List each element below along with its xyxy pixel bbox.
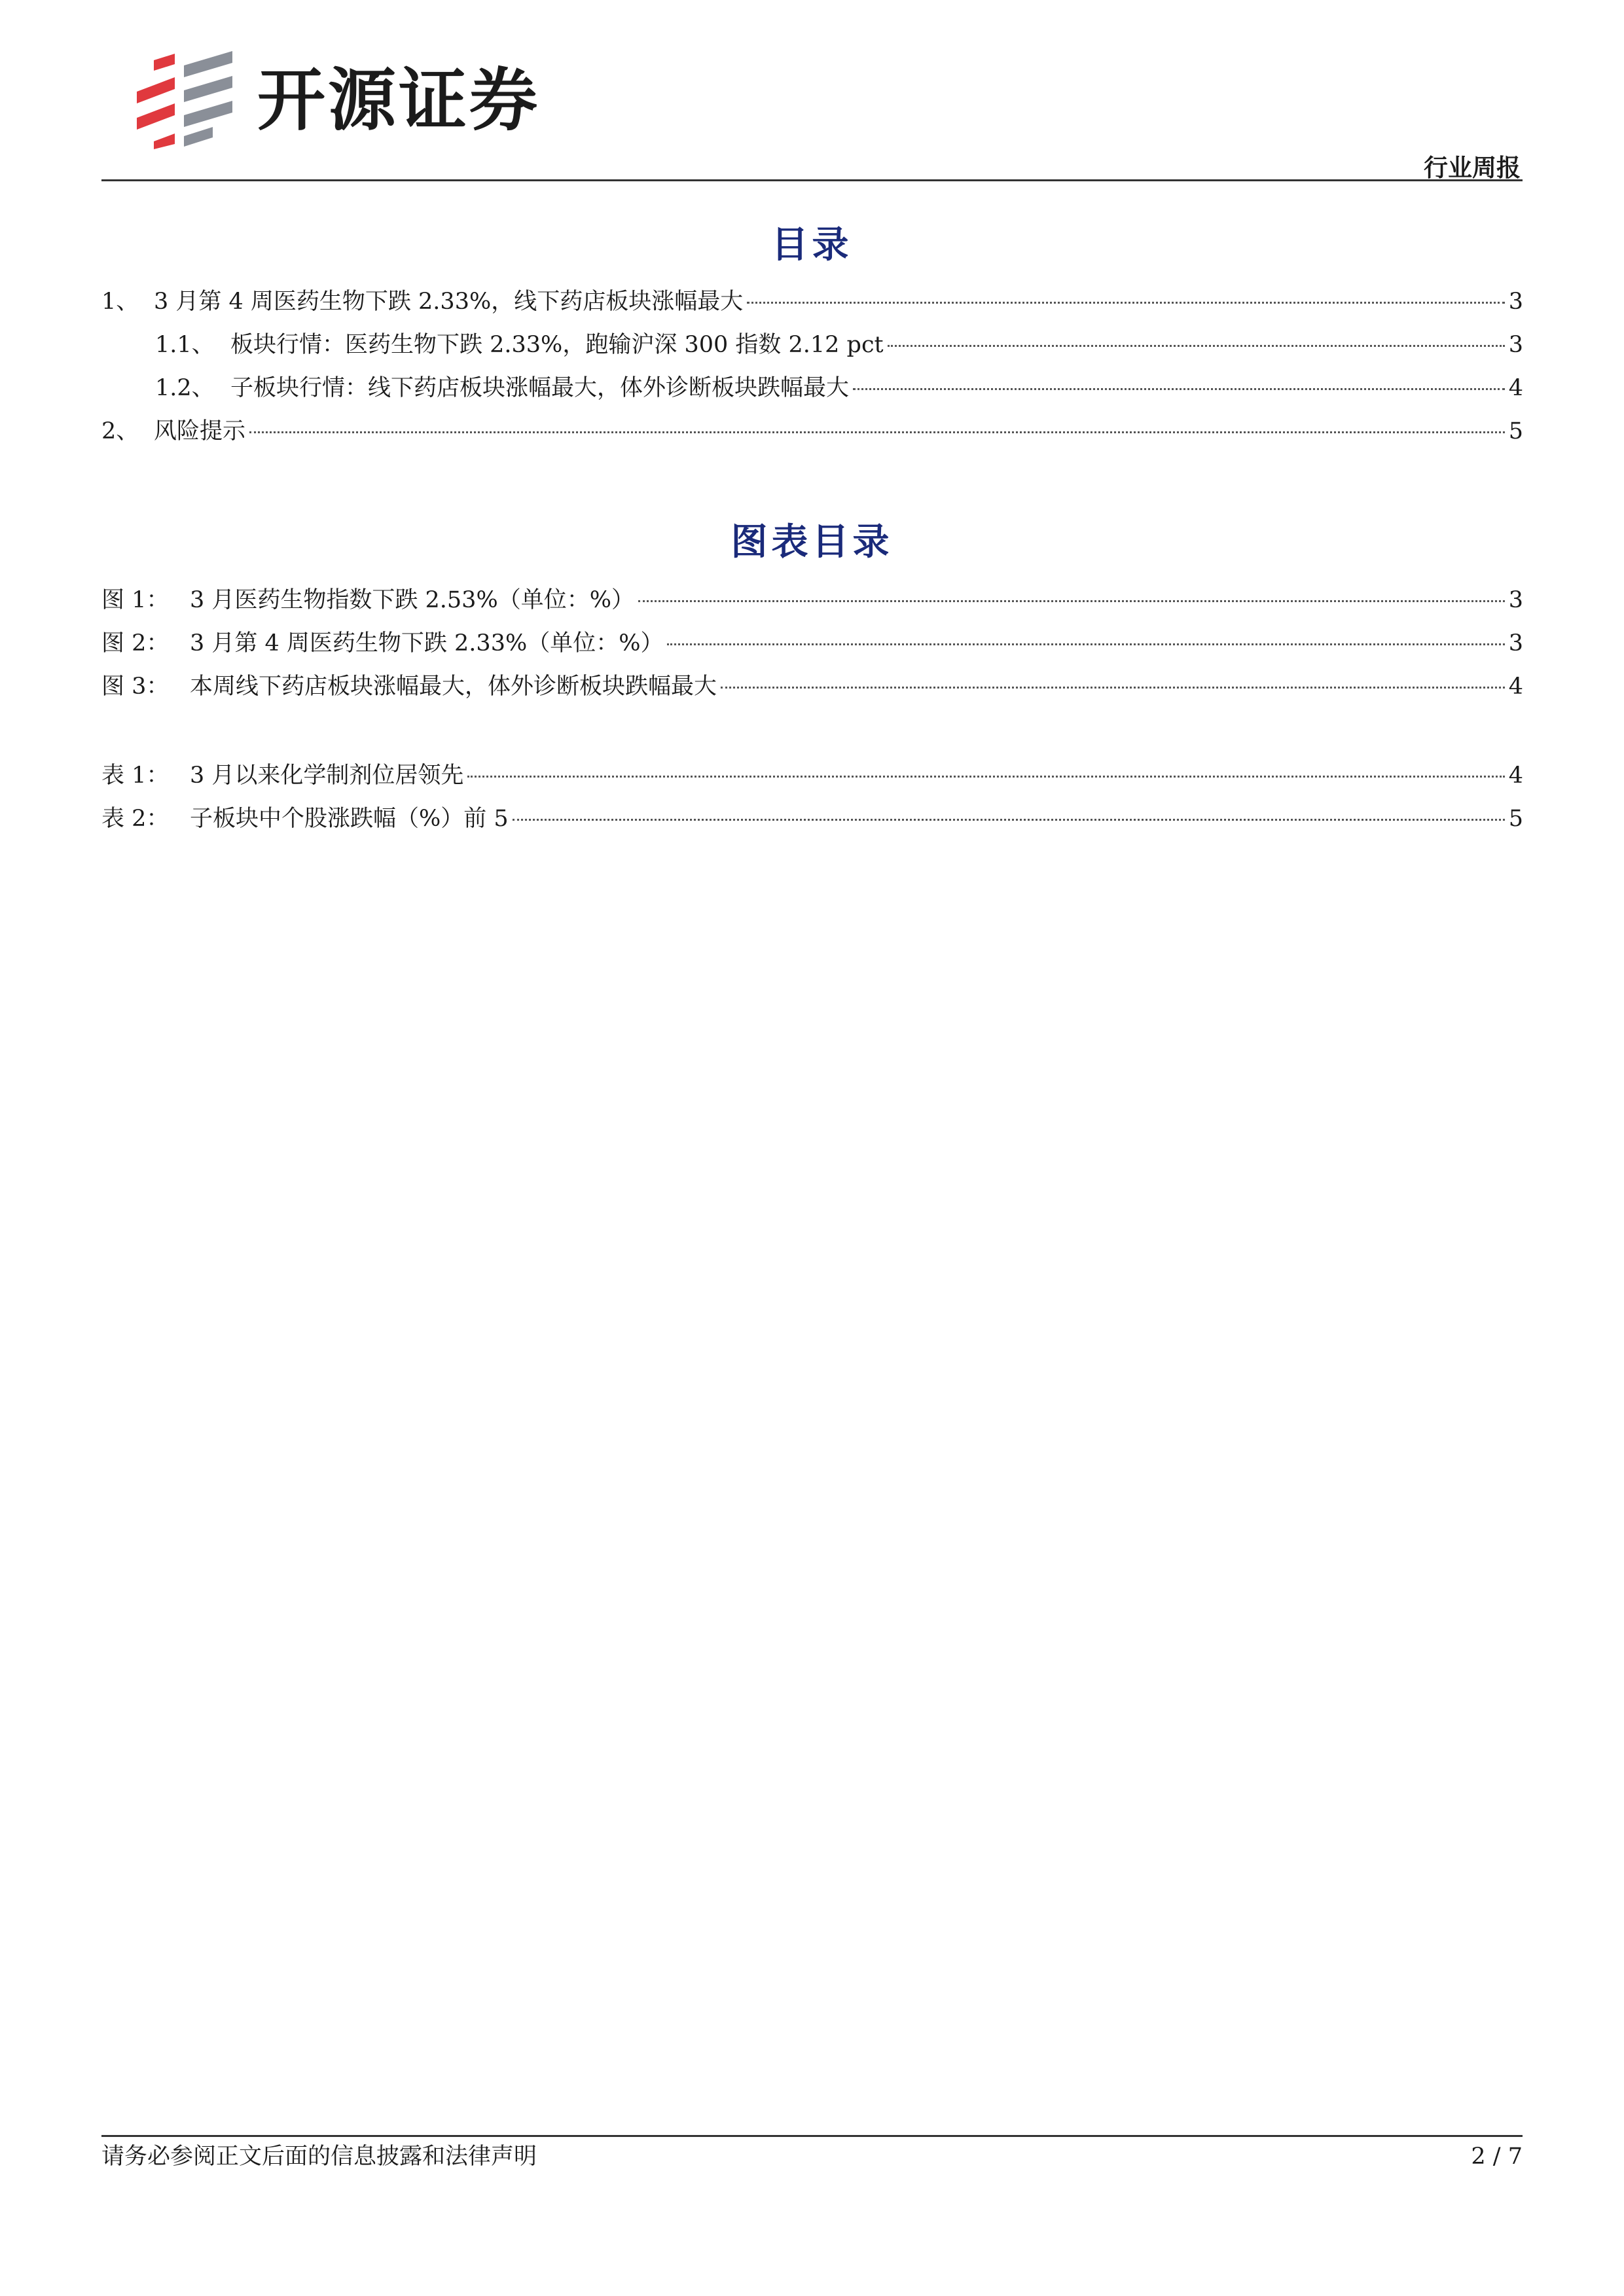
toc-item-number: 1、 bbox=[101, 289, 139, 315]
toc-item-page: 3 bbox=[1508, 289, 1523, 315]
figure-item-1[interactable] bbox=[101, 584, 1523, 617]
toc-dot-leader bbox=[513, 819, 1505, 821]
toc-title: 目录 bbox=[771, 224, 853, 266]
toc-dot-leader bbox=[721, 687, 1505, 689]
figure-item-page: 4 bbox=[1508, 673, 1523, 700]
toc-dot-leader bbox=[747, 302, 1504, 304]
figure-item-number: 图 2： bbox=[101, 630, 170, 656]
figure-item-3[interactable] bbox=[101, 670, 1523, 703]
brand-logo bbox=[134, 51, 605, 149]
toc-item-number: 1.2、 bbox=[155, 375, 215, 401]
toc-dot-leader bbox=[667, 643, 1504, 645]
figure-item-number: 图 1： bbox=[101, 587, 170, 613]
brand-logo-icon bbox=[134, 51, 245, 149]
table-item-number: 表 2： bbox=[101, 806, 170, 832]
toc-item-page: 4 bbox=[1508, 375, 1523, 401]
toc-dot-leader bbox=[888, 345, 1505, 347]
figure-item-label: 3 月第 4 周医药生物下跌 2.33%（单位：%） bbox=[190, 630, 664, 656]
toc-item-page: 3 bbox=[1508, 332, 1523, 358]
toc-item-label: 风险提示 bbox=[154, 418, 246, 444]
table-item-page: 5 bbox=[1508, 806, 1523, 832]
toc-dot-leader bbox=[249, 431, 1505, 433]
header-divider bbox=[101, 179, 1523, 181]
toc-dot-leader bbox=[638, 600, 1505, 602]
toc-item-label: 子板块行情：线下药店板块涨幅最大，体外诊断板块跌幅最大 bbox=[230, 375, 850, 401]
figure-item-page: 3 bbox=[1508, 587, 1523, 613]
figure-item-number: 图 3： bbox=[101, 673, 170, 700]
table-item-number: 表 1： bbox=[101, 762, 170, 789]
toc-item-2[interactable] bbox=[101, 415, 1523, 448]
figure-item-2[interactable] bbox=[101, 627, 1523, 660]
table-item-label: 子板块中个股涨跌幅（%）前 5 bbox=[190, 806, 509, 832]
table-item-1[interactable] bbox=[101, 759, 1523, 792]
table-item-label: 3 月以来化学制剂位居领先 bbox=[190, 762, 464, 789]
figure-item-page: 3 bbox=[1508, 630, 1523, 656]
footer-disclaimer: 请务必参阅正文后面的信息披露和法律声明 bbox=[101, 2144, 537, 2170]
toc-dot-leader bbox=[853, 388, 1505, 390]
toc-item-number: 1.1、 bbox=[155, 332, 215, 358]
report-type-label: 行业周报 bbox=[1424, 154, 1521, 182]
page-number: 2 / 7 bbox=[1471, 2144, 1523, 2170]
toc-item-label: 3 月第 4 周医药生物下跌 2.33%，线下药店板块涨幅最大 bbox=[154, 289, 744, 315]
table-item-page: 4 bbox=[1508, 762, 1523, 789]
toc-item-1[interactable] bbox=[101, 285, 1523, 318]
figure-item-label: 本周线下药店板块涨幅最大，体外诊断板块跌幅最大 bbox=[190, 673, 717, 700]
toc-item-1-2[interactable] bbox=[155, 372, 1523, 404]
toc-item-label: 板块行情：医药生物下跌 2.33%，跑输沪深 300 指数 2.12 pct bbox=[230, 332, 884, 358]
table-item-2[interactable] bbox=[101, 802, 1523, 835]
figure-item-label: 3 月医药生物指数下跌 2.53%（单位：%） bbox=[190, 587, 634, 613]
footer-divider bbox=[101, 2135, 1523, 2137]
toc-dot-leader bbox=[467, 776, 1504, 778]
toc-item-page: 5 bbox=[1508, 418, 1523, 444]
toc-item-1-1[interactable] bbox=[155, 329, 1523, 361]
toc-item-number: 2、 bbox=[101, 418, 139, 444]
figure-toc-title: 图表目录 bbox=[731, 521, 893, 564]
brand-name: 开源证券 bbox=[257, 60, 541, 140]
